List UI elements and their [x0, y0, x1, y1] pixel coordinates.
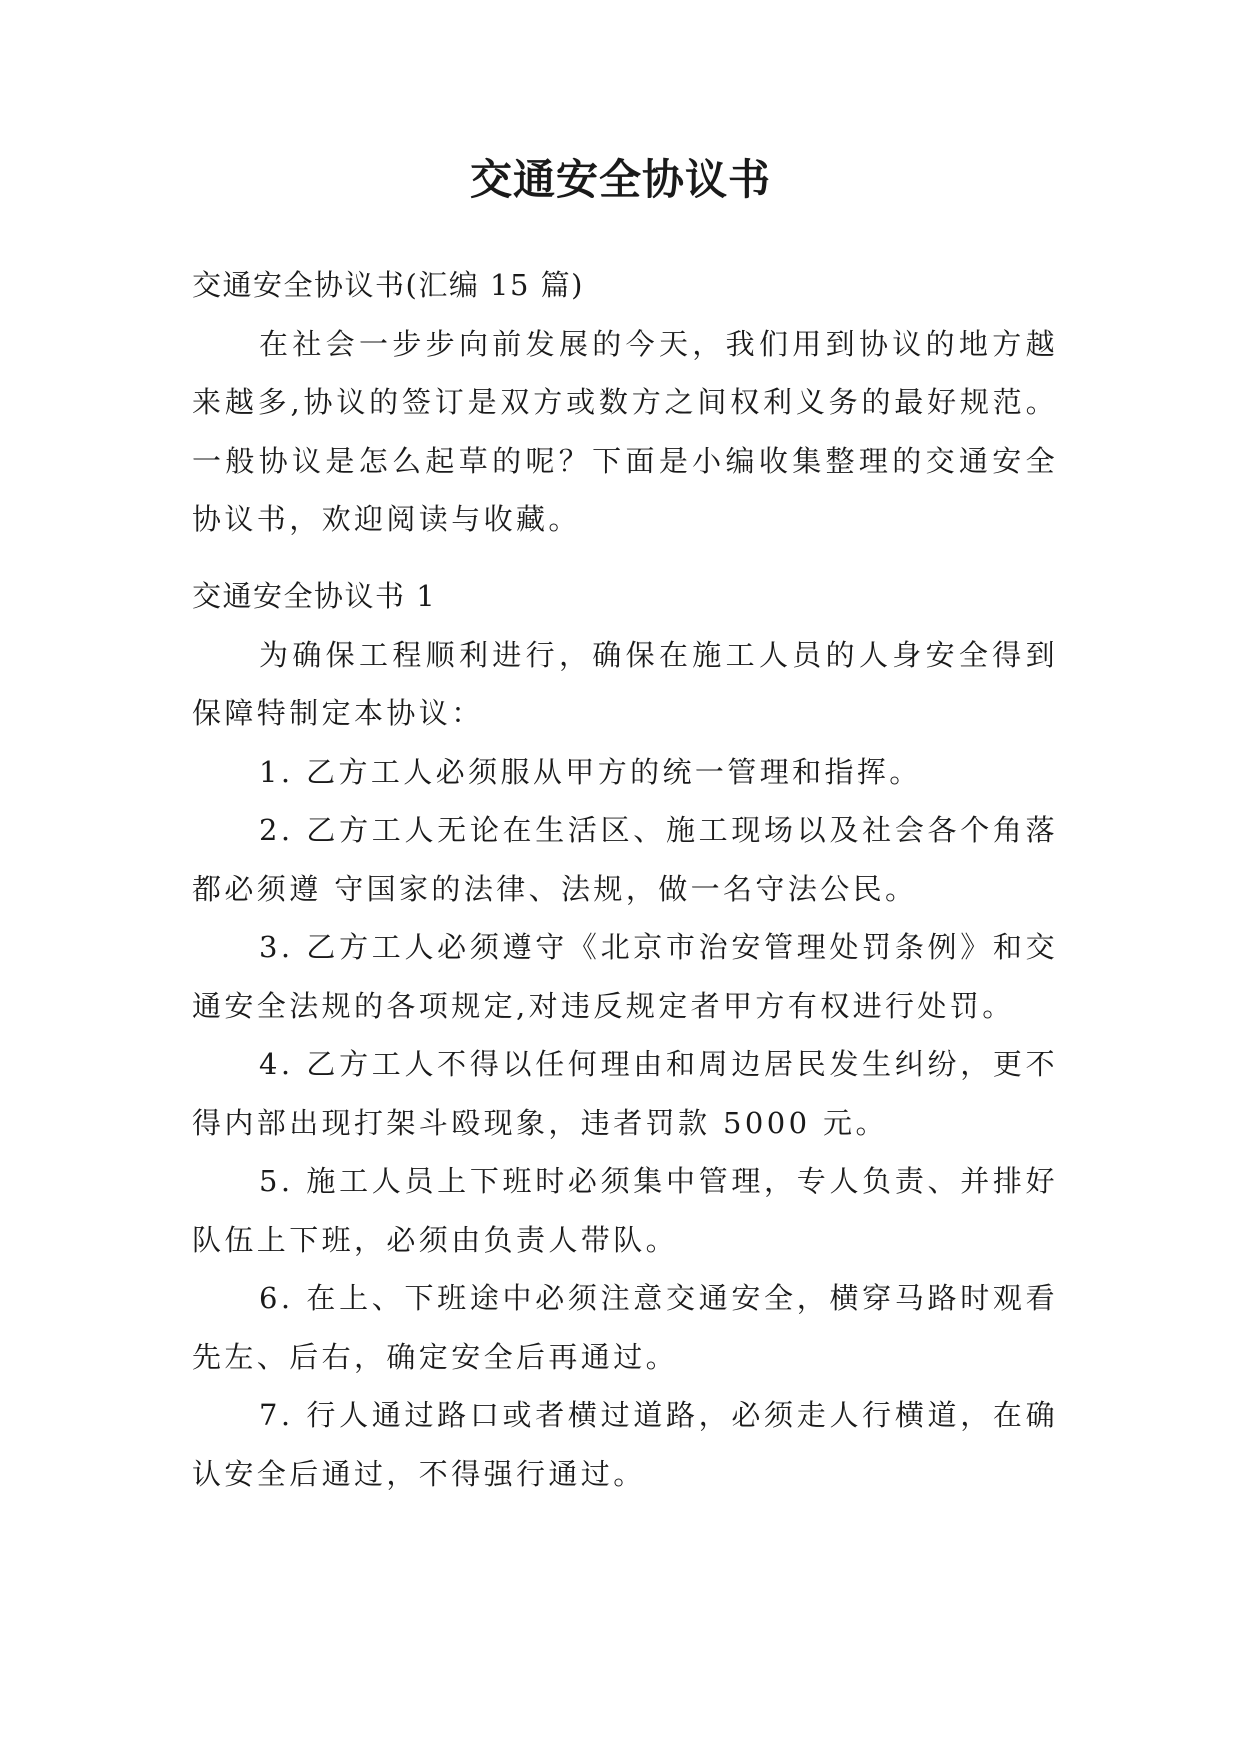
document-title: 交通安全协议书: [469, 155, 771, 204]
section-heading: 交通安全协议书 1: [192, 579, 437, 613]
section-preamble: 为确保工程顺利进行，确保在施工人员的人身安全得到保障特制定本协议：: [192, 637, 1058, 730]
clause-item-2: 2. 乙方工人无论在生活区、施工现场以及社会各个角落都必须遵 守国家的法律、法规，做一名守法公民。: [192, 813, 1058, 906]
intro-block: [192, 256, 1058, 549]
document-subtitle: 交通安全协议书(汇编 15 篇): [192, 268, 584, 302]
clause-item-1: 1. 乙方工人必须服从甲方的统一管理和指挥。: [259, 754, 922, 789]
section-1: [192, 567, 1058, 1503]
clause-item-5: 5. 施工人员上下班时必须集中管理，专人负责、并排好队伍上下班，必须由负责人带队。: [192, 1164, 1058, 1257]
intro-paragraph: 在社会一步步向前发展的今天，我们用到协议的地方越来越多,协议的签订是双方或数方之间权利义务的最好规范。一般协议是怎么起草的呢？下面是小编收集整理的交通安全协议书，欢迎阅读与收藏。: [192, 326, 1058, 536]
clause-item-7: 7. 行人通过路口或者横过道路，必须走人行横道，在确认安全后通过，不得强行通过。: [192, 1398, 1058, 1491]
clause-item-4: 4. 乙方工人不得以任何理由和周边居民发生纠纷，更不得内部出现打架斗殴现象，违者罚款 5000 元。: [192, 1047, 1058, 1140]
clause-item-3: 3. 乙方工人必须遵守《北京市治安管理处罚条例》和交通安全法规的各项规定,对违反规定者甲方有权进行处罚。: [192, 930, 1058, 1023]
clause-item-6: 6. 在上、下班途中必须注意交通安全，横穿马路时观看先左、后右，确定安全后再通过。: [192, 1281, 1058, 1374]
